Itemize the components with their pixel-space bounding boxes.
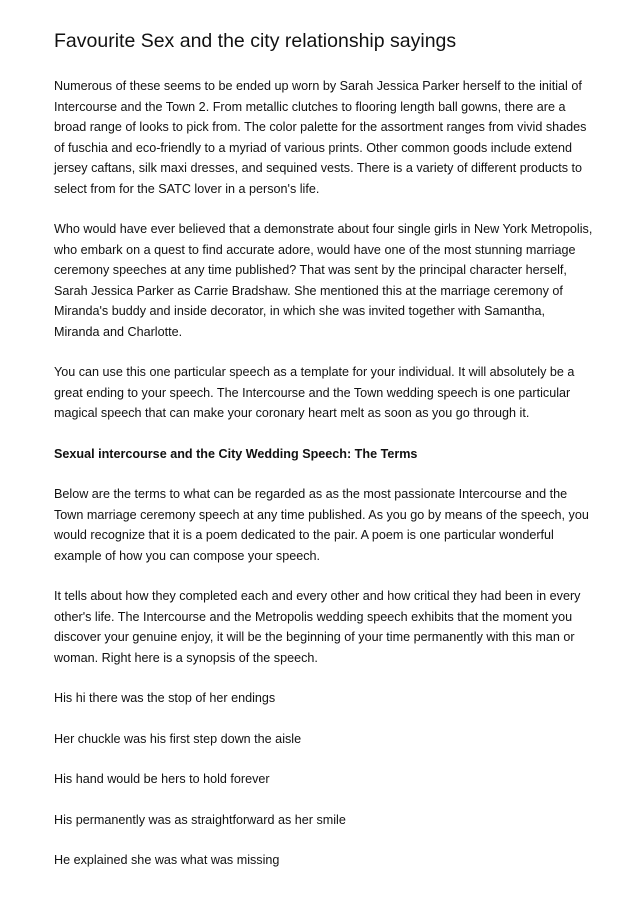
poem-line: His hand would be hers to hold forever: [54, 772, 270, 786]
poem-line: His permanently was as straightforward as her smile: [54, 812, 346, 827]
paragraph-intro: Numerous of these seems to be ended up worn by Sarah Jessica Parker herself to the initial of Intercourse and the Town 2. From metallic clutches to flooring length ball gowns, there are a broad range of looks to pick from. The color palette for the assortment ranges from vivid shades of fuschia and eco-friendly to a myriad of various prints. Other common goods include extend jersey caftans, silk maxi dresses, and sequined vests. There is a variety of different products to select from for the SATC lover in a person's life.: [54, 79, 587, 196]
document-title: Favourite Sex and the city relationship sayings: [54, 30, 457, 52]
poem-line: His hi there was the stop of her endings: [54, 691, 276, 705]
paragraph-story: Who would have ever believed that a demonstrate about four single girls in New York Metropolis, who embark on a quest to find accurate adore, would have one of the most stunning marriage ceremony speeches at any time published? That was sent by the principal character herself, Sarah Jessica Parker as Carrie Bradshaw. She mentioned this at the marriage ceremony of Miranda's buddy and inside decorator, in which she was invited together with Samantha, Miranda and Charlotte.: [54, 222, 593, 339]
document-page: [54, 28, 594, 891]
paragraph-template: You can use this one particular speech as a template for your individual. It will absolutely be a great ending to your speech. The Intercourse and the Town wedding speech is one particular magical speech that can make your coronary heart melt as soon as you go through it.: [54, 365, 575, 420]
poem-line: He explained she was what was missing: [54, 853, 280, 867]
poem-line: Her chuckle was his first step down the aisle: [54, 731, 302, 746]
section-heading: Sexual intercourse and the City Wedding Speech: The Terms: [54, 446, 418, 461]
paragraph-synopsis: It tells about how they completed each and every other and how critical they had been in every other's life. The Intercourse and the Metropolis wedding speech exhibits that the moment you discover your genuine enjoy, it will be the beginning of your time permanently with this man or woman. Right here is a synopsis of the speech.: [54, 589, 581, 665]
paragraph-terms: Below are the terms to what can be regarded as as the most passionate Intercourse and the Town marriage ceremony speech at any time published. As you go by means of the speech, you would recognize that it is a poem dedicated to the pair. A poem is one particular wonderful example of how you can compose your speech.: [54, 487, 589, 563]
